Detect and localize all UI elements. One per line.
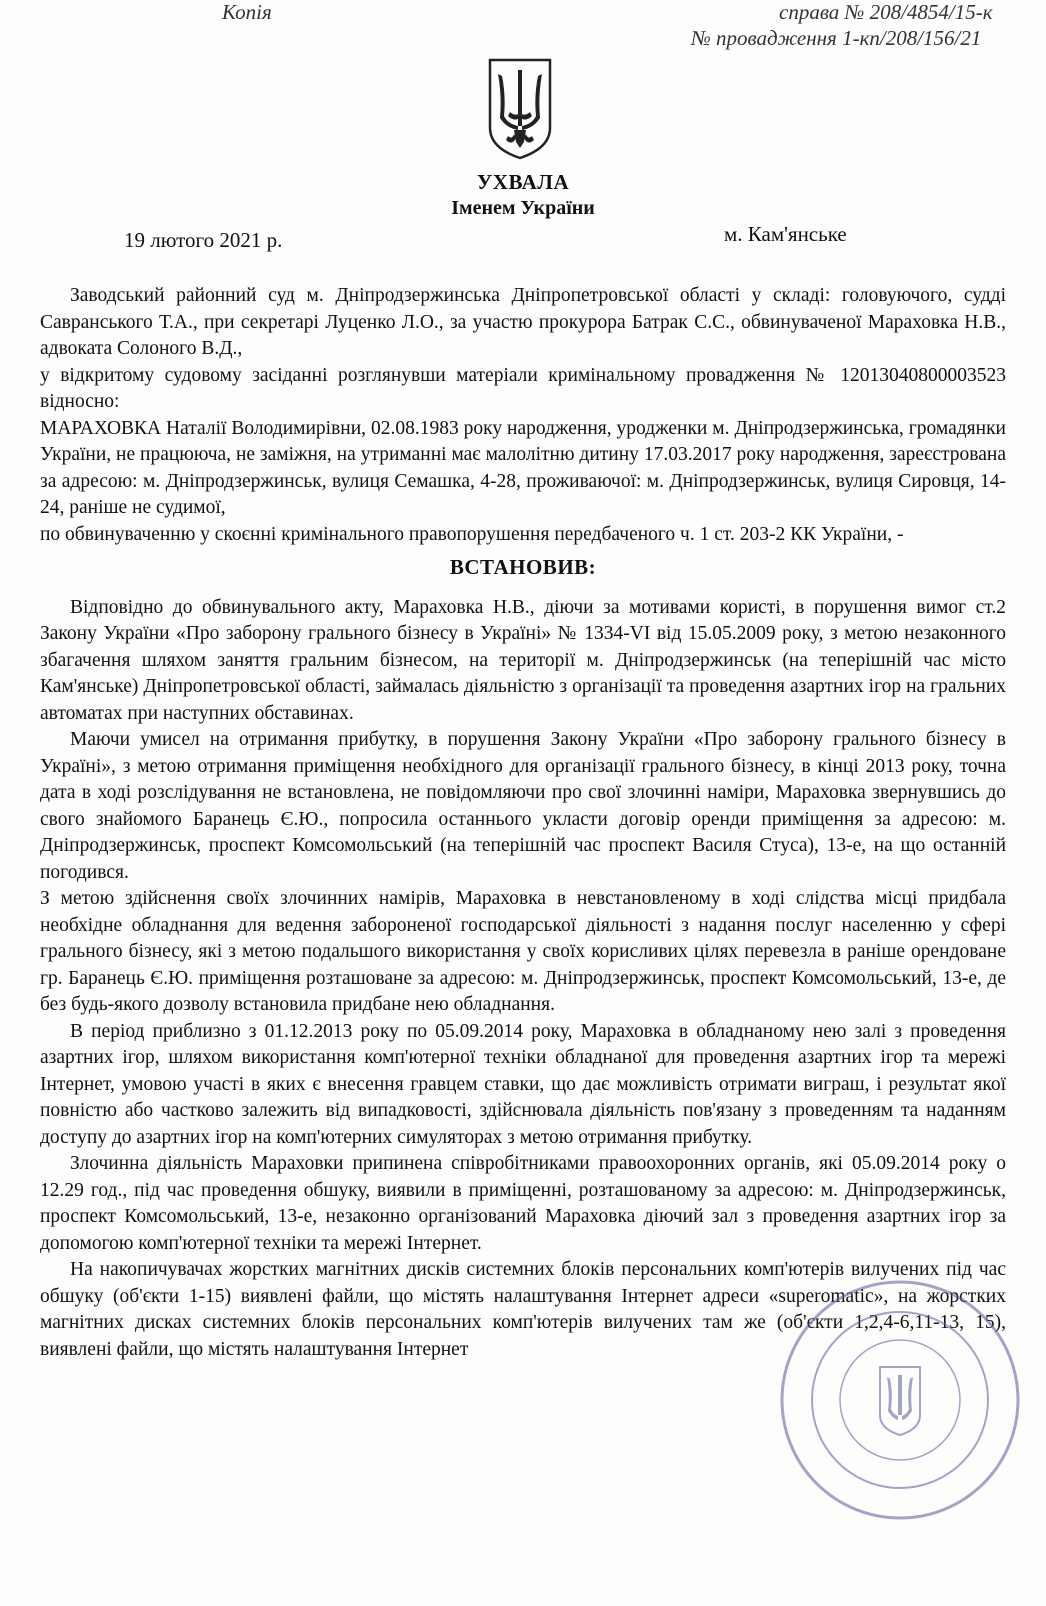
copy-label: Копія bbox=[222, 0, 272, 24]
document-date: 19 лютого 2021 р. bbox=[124, 228, 283, 252]
paragraph-equipment: З метою здійснення своїх злочинних намірів, Мараховка в невстановленому в ході слідства місці придбала необхідне обладнання для ведення забороненої господарської діяльності з надання послуг населенню у сфері грального бізнесу, які з метою подальшого використання у своїх корисливих цілях перевезла в раніше орендоване гр. Баранець Є.Ю. приміщення розташоване за адресою: м. Дніпродзержинськ, проспект Комсомольський, 13-е, де без будь-якого дозволу встановила придбане нею обладнання. bbox=[40, 888, 1006, 1015]
paragraph-court-composition: Заводський районний суд м. Дніпродзержинська Дніпропетровської області у складі: головуючого, судді Савранського Т.А., при секретарі Луценко Л.О., за участю прокурора Батрак С.С., обвинуваченої Мараховка Н.В., адвоката Солоного В.Д., bbox=[40, 285, 1006, 359]
paragraph-indictment: Відповідно до обвинувального акту, Мараховка Н.В., діючи за мотивами користі, в порушення вимог ст.2 Закону України «Про заборону грального бізнесу в Україні» № 1334-VI від 15.05.2009 року, з метою незаконного збагачення шляхом заняття гральним бізнесом, на території м. Дніпродзержинськ (на теперішній час місто Кам'янське) Дніпропетровської області, займалась діяльністю з організації та проведення азартних ігор на гральних автоматах при наступних обставинах. bbox=[40, 596, 1006, 724]
trident-icon bbox=[484, 56, 556, 160]
paragraph-proceeding: у відкритому судовому засіданні розглянувши матеріали кримінальному провадження № 12013040800003523 відносно: bbox=[40, 364, 1006, 412]
document-body bbox=[40, 283, 1006, 1363]
case-number: справа № 208/4854/15-к bbox=[779, 0, 993, 24]
paragraph-defendant: МАРАХОВКА Наталії Володимирівни, 02.08.1983 року народження, уродженки м. Дніпродзержинська, громадянки України, не працююча, не заміжня, на утриманні має малолітню дитину 17.03.2017 року народження, зареєстрована за адресою: м. Дніпродзержинськ, вулиця Семашка, 4-28, проживаючої: м. Дніпродзержинськ, вулиця Сировця, 14-24, раніше не судимої, bbox=[40, 417, 1006, 518]
section-heading-established: ВСТАНОВИВ: bbox=[449, 555, 597, 579]
paragraph-intent: Маючи умисел на отримання прибутку, в порушення Закону України «Про заборону грального бізнесу в Україні», з метою отримання приміщення необхідного для організації грального бізнесу, в кінці 2013 року, точна дата в ході розслідування не встановлена, не повідомляючи про свої злочинні наміри, Мараховка звернувшись до свого знайомого Баранець Є.Ю., попросила останнього укласти договір оренди приміщення за адресою: м. Дніпродзержинськ, проспект Комсомольський (на теперішній час проспект Василя Стуса), 13-е, на що останній погодився. bbox=[40, 729, 1006, 883]
paragraph-evidence: На накопичувачах жорстких магнітних дисків системних блоків персональних комп'ютерів вилучених під час обшуку (об'єкти 1-15) виявлені файли, що містять налаштування Інтернет адреси «superomatic», на жорстких магнітних дисках системних блоків персональних комп'ютерів вилучених там же (об'єкти 1,2,4-6,11-13, 15), виявлені файли, що містять налаштування Інтернет bbox=[40, 1259, 1006, 1360]
paragraph-charge: по обвинуваченню у скоєнні кримінального правопорушення передбаченого ч. 1 ст. 203-2 КК України, - bbox=[40, 523, 904, 545]
paragraph-period: В період приблизно з 01.12.2013 року по 05.09.2014 року, Мараховка в обладнаному нею залі з проведення азартних ігор, шляхом використання комп'ютерної техніки обладнаної для проведення азартних ігор та мережі Інтернет, умовою участі в яких є внесення гравцем ставки, що дає можливість отримати виграш, і результат якої повністю або частково залежить від випадковості, здійснювала діяльність пов'язану з проведенням та наданням доступу до азартних ігор на комп'ютерних симуляторах з метою отримання прибутку. bbox=[40, 1020, 1006, 1148]
document-subtitle: Іменем України bbox=[451, 197, 595, 219]
proceeding-number: № провадження 1-кп/208/156/21 bbox=[691, 26, 982, 50]
document-city: м. Кам'янське bbox=[724, 222, 847, 246]
document-title: УХВАЛА bbox=[476, 170, 570, 194]
paragraph-termination: Злочинна діяльність Мараховки припинена співробітниками правоохоронних органів, які 05.09.2014 року о 12.29 год., під час проведення обшуку, виявили в приміщенні, розташованому за адресою: м. Дніпродзержинськ, проспект Комсомольський, 13-е, незаконно організований Мараховка діючий зал з проведення азартних ігор за допомогою комп'ютерної техніки та мережі Інтернет. bbox=[40, 1153, 1006, 1254]
